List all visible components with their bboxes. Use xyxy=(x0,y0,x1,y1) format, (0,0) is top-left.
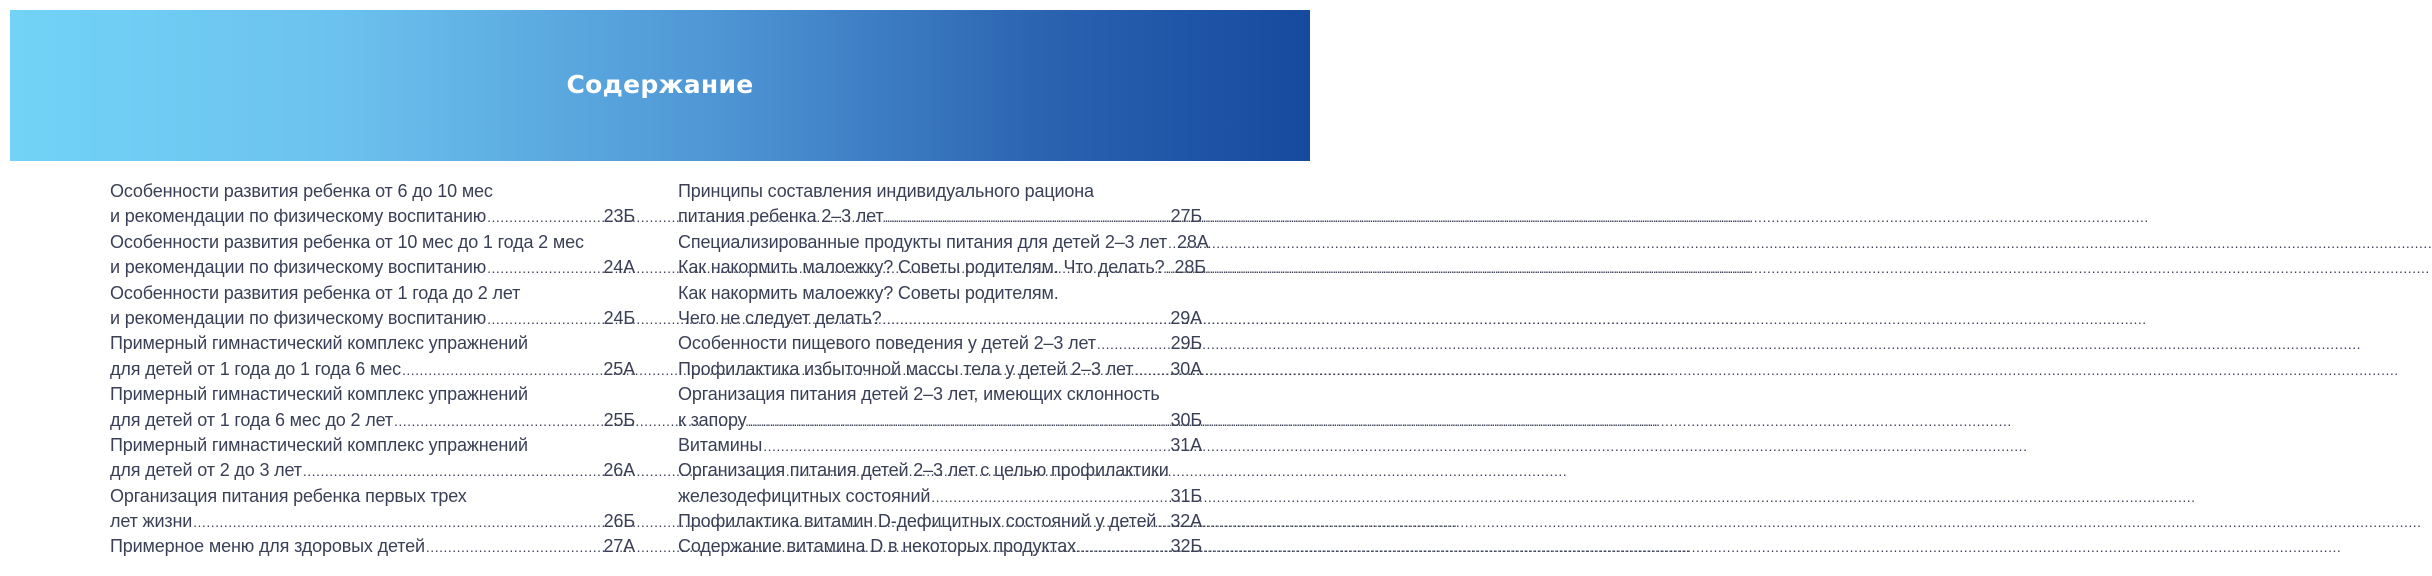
toc-page-number: 29А xyxy=(1170,307,1202,328)
toc-entry-text: для детей от 1 года до 1 года 6 мес xyxy=(110,358,401,379)
toc-entry-text: Особенности развития ребенка от 6 до 10 мес xyxy=(110,181,493,201)
toc-entry-text: Примерный гимнастический комплекс упражнений xyxy=(110,333,528,354)
toc-entry-text: Особенности пищевого поведения у детей 2–3 лет xyxy=(678,333,1096,354)
toc-entry-last-line xyxy=(110,534,635,559)
toc-entry-line xyxy=(110,484,635,509)
toc-entry-line xyxy=(678,458,1202,483)
toc-entry-text: Особенности развития ребенка от 1 года до 2 лет xyxy=(110,282,521,303)
header-banner xyxy=(10,10,1310,161)
toc-page-number: 32Б xyxy=(1170,536,1202,557)
toc-entry-text: для детей от 2 до 3 лет xyxy=(110,460,302,481)
dot-leader xyxy=(1097,332,1170,357)
dot-leader xyxy=(1077,535,1170,560)
dot-leader xyxy=(1166,256,1174,281)
toc-entry[interactable] xyxy=(678,281,1202,332)
toc-entry-text: Витамины xyxy=(678,434,763,455)
toc-entry-text: Как накормить малоежку? Советы родителям. Что делать? xyxy=(678,257,1165,278)
toc-entry[interactable] xyxy=(678,331,1202,356)
dot-leader xyxy=(1168,231,1176,256)
toc-entry-last-line xyxy=(678,230,1209,255)
dot-leader xyxy=(303,459,603,484)
toc-entry-last-line xyxy=(678,484,1202,509)
toc-entry-text: и рекомендации по физическому воспитанию xyxy=(110,257,487,278)
toc-page-number: 29Б xyxy=(1170,333,1202,354)
dot-leader xyxy=(763,434,1169,459)
toc-entry-line xyxy=(110,179,635,204)
dot-leader xyxy=(1157,510,1169,535)
toc-entry-last-line xyxy=(678,306,1202,331)
toc-entry-text: Примерное меню для здоровых детей xyxy=(110,536,425,557)
dot-leader xyxy=(394,409,603,434)
toc-entry-text: и рекомендации по физическому воспитанию xyxy=(110,307,487,328)
toc-entry-last-line xyxy=(110,408,635,433)
toc-entry-text: Как накормить малоежку? Советы родителям. xyxy=(678,282,1059,303)
dot-leader xyxy=(885,205,1170,230)
dot-leader xyxy=(748,409,1170,434)
dot-leader xyxy=(931,485,1169,510)
toc-page-number: 27Б xyxy=(1170,206,1202,227)
toc-entry-last-line xyxy=(110,306,635,331)
toc-right-column xyxy=(678,179,1209,560)
toc-page-number: 26А xyxy=(603,460,635,481)
toc-entry[interactable] xyxy=(678,382,1202,433)
toc-entry-text: Организация питания ребенка первых трех xyxy=(110,485,467,506)
dot-leader xyxy=(487,307,602,332)
toc-entry-text: Чего не следует делать? xyxy=(678,307,882,328)
toc-entry-text: Особенности развития ребенка от 10 мес до 1 года 2 мес xyxy=(110,231,584,252)
toc-entry-text: лет жизни xyxy=(110,511,193,532)
toc-entry-last-line xyxy=(678,255,1206,280)
toc-entry[interactable] xyxy=(110,281,635,332)
toc-entry-line xyxy=(110,331,635,356)
toc-entry-last-line xyxy=(678,433,1202,458)
toc-entry[interactable] xyxy=(678,179,1202,230)
toc-entry-text: Профилактика витамин D-дефицитных состояний у детей xyxy=(678,511,1157,532)
toc-entry[interactable] xyxy=(678,534,1202,559)
toc-entry-text: Примерный гимнастический комплекс упражнений xyxy=(110,384,528,405)
toc-entry-line xyxy=(678,179,1202,204)
toc-page-number: 23Б xyxy=(603,206,635,227)
toc-left-column xyxy=(110,179,635,560)
toc-page-number: 25Б xyxy=(603,409,635,430)
toc-entry-last-line xyxy=(678,534,1202,559)
toc-entry-line xyxy=(110,281,635,306)
toc-entry[interactable] xyxy=(110,331,635,382)
toc-page-number: 30А xyxy=(1170,358,1202,379)
toc-entry-text: Специализированные продукты питания для детей 2–3 лет xyxy=(678,231,1167,252)
toc-page-number: 28Б xyxy=(1174,257,1206,278)
toc-entry[interactable] xyxy=(678,255,1206,280)
toc-page-number: 27А xyxy=(603,536,635,557)
toc-entry-text: Содержание витамина D в некоторых продуктах xyxy=(678,536,1077,557)
toc-entry-text: и рекомендации по физическому воспитанию xyxy=(110,206,487,227)
toc-entry-last-line xyxy=(678,509,1202,534)
toc-page-number: 24А xyxy=(603,257,635,278)
toc-entry-last-line xyxy=(678,357,1202,382)
toc-entry-text: железодефицитных состояний xyxy=(678,485,931,506)
toc-entry-last-line xyxy=(678,204,1202,229)
toc-entry-text: Профилактика избыточной массы тела у детей 2–3 лет xyxy=(678,358,1134,379)
toc-entry[interactable] xyxy=(110,484,635,535)
toc-entry-text: для детей от 1 года 6 мес до 2 лет xyxy=(110,409,393,430)
toc-page-number: 28А xyxy=(1176,231,1209,252)
toc-entry[interactable] xyxy=(110,230,635,281)
toc-entry[interactable] xyxy=(110,534,635,559)
dot-leader xyxy=(1134,358,1169,383)
toc-page-number: 30Б xyxy=(1170,409,1202,430)
dot-leader xyxy=(193,510,602,535)
toc-entry-line xyxy=(678,281,1202,306)
toc-entry-last-line xyxy=(110,357,635,382)
toc-page-number: 32А xyxy=(1170,511,1202,532)
toc-entry-text: Принципы составления индивидуального рациона xyxy=(678,181,1094,201)
toc-page-number: 31А xyxy=(1170,434,1202,455)
toc-page-number: 31Б xyxy=(1170,485,1202,506)
toc-entry-line xyxy=(110,433,635,458)
toc-entry[interactable] xyxy=(678,433,1202,458)
toc-entry-line xyxy=(110,230,635,255)
toc-entry[interactable] xyxy=(678,230,1209,255)
toc-page-number: 24Б xyxy=(603,307,635,328)
dot-leader xyxy=(402,358,602,383)
page-title: Содержание xyxy=(566,70,754,99)
toc-entry-last-line xyxy=(110,204,635,229)
toc-entry-last-line xyxy=(678,408,1202,433)
toc-entry[interactable] xyxy=(678,357,1202,382)
toc-entry-text: Организация питания детей 2–3 лет с целью профилактики xyxy=(678,460,1169,481)
toc-page-number: 26Б xyxy=(603,511,635,532)
toc-entry-last-line xyxy=(110,458,635,483)
toc-entry[interactable] xyxy=(110,179,635,230)
toc-entry-line xyxy=(678,382,1202,407)
toc-entry-last-line xyxy=(110,509,635,534)
toc-page-number: 25А xyxy=(603,358,635,379)
toc-entry-last-line xyxy=(678,331,1202,356)
toc-entry[interactable] xyxy=(678,458,1202,509)
toc-entry-text: Примерный гимнастический комплекс упражнений xyxy=(110,434,528,455)
dot-leader xyxy=(426,535,603,560)
toc-entry-text: питания ребенка 2–3 лет xyxy=(678,206,884,227)
toc-entry-last-line xyxy=(110,255,635,280)
toc-entry[interactable] xyxy=(110,433,635,484)
toc-entry-text: к запору xyxy=(678,409,747,430)
toc-entry[interactable] xyxy=(678,509,1202,534)
toc-entry-text: Организация питания детей 2–3 лет, имеющих склонность xyxy=(678,384,1160,405)
dot-leader xyxy=(882,307,1169,332)
dot-leader xyxy=(487,256,602,281)
toc-entry-line xyxy=(110,382,635,407)
toc-entry[interactable] xyxy=(110,382,635,433)
dot-leader xyxy=(487,205,602,230)
